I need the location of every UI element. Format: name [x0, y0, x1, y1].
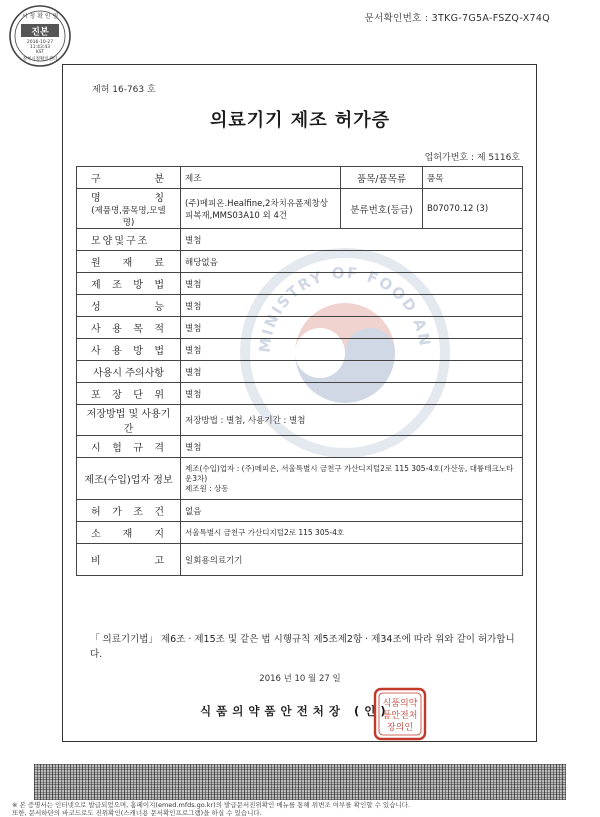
table-row: [77, 317, 523, 339]
row-value-location: 서울특별시 금천구 가산디지털2로 115 305-4호: [181, 522, 523, 544]
row-value-test: 별첨: [181, 436, 523, 458]
row-label-storage: 저장방법 및 사용기간: [77, 405, 181, 436]
row-value-remarks: 일회용의료기기: [181, 544, 523, 576]
row-label-caution: 사용시 주의사항: [77, 361, 181, 383]
manufacturer-line1: 제조(수입)업자 : (주)메피온, 서울특별시 금천구 가산디지털2로 115 305-4호(가산동, 대륭테크노타: [185, 463, 514, 473]
row-value-caution: 별첨: [181, 361, 523, 383]
table-row: [77, 167, 523, 189]
footer-notice: [12, 801, 592, 817]
table-row: [77, 361, 523, 383]
table-row: [77, 251, 523, 273]
permit-info-table: [76, 166, 523, 576]
verification-barcode: [34, 764, 566, 800]
row-value-category: 제조: [181, 167, 341, 189]
row-label-test: 시 험 규 격: [77, 436, 181, 458]
row-value-package: 별첨: [181, 383, 523, 405]
seal-top-line6: 정부시정확인센터: [22, 57, 58, 62]
official-red-seal-icon: [372, 686, 428, 742]
table-row: [77, 229, 523, 251]
table-row: [77, 544, 523, 576]
row-label-classification: 분류번호(등급): [341, 189, 423, 229]
seal-top-line2: 진본: [31, 27, 49, 38]
red-seal-line2: 품안전처: [382, 711, 418, 721]
permit-number: 제허 16-763 호: [92, 85, 156, 95]
table-row: [77, 458, 523, 500]
issue-date: 2016 년 10 월 27 일: [259, 674, 341, 684]
manufacturer-line3: 제조원 : 상동: [185, 483, 229, 493]
name-value-line1: (주)메피온.Healfine,2차치유폼제창상: [185, 198, 328, 209]
row-value-purpose: 별첨: [181, 317, 523, 339]
red-seal-line3: 장의인: [386, 723, 414, 733]
table-row: [77, 273, 523, 295]
row-value-performance: 별첨: [181, 295, 523, 317]
row-value-manufacturer: [181, 458, 523, 500]
document-check-number: 문서확인번호 : 3TKG-7G5A-FSZQ-X74Q: [364, 13, 550, 24]
table-row: [77, 405, 523, 436]
table-row: [77, 295, 523, 317]
watermark-text: MINISTRY OF FOOD AN: [255, 263, 435, 354]
row-label-category: 구 분: [77, 167, 181, 189]
row-value-method: 별첨: [181, 273, 523, 295]
row-label-package: 포 장 단 위: [77, 383, 181, 405]
table-row: [77, 383, 523, 405]
row-value-classification: B07070.12 (3): [423, 189, 523, 229]
row-value-usage: 별첨: [181, 339, 523, 361]
row-value-condition: 없음: [181, 500, 523, 522]
row-label-location: 소 재 지: [77, 522, 181, 544]
table-row: [77, 522, 523, 544]
seal-top-line5: KST: [36, 49, 44, 54]
row-value-storage: 저장방법 : 별첨, 사용기간 : 별첨: [181, 405, 523, 436]
row-label-item-type: 품목/품목류: [341, 167, 423, 189]
registration-number: 업허가번호 : 제 5116호: [424, 153, 520, 163]
seal-top-line3: 2016-10-27: [26, 40, 54, 45]
table-row: [77, 189, 523, 229]
document-title: 의료기기 제조 허가증: [209, 110, 391, 131]
row-label-remarks: 비 고: [77, 544, 181, 576]
seal-top-line1: 시 청 확 인 필: [21, 13, 59, 20]
name-label-sub: (제품명,품목명,모델명): [91, 206, 166, 228]
row-label-manufacturer: 제조(수입)업자 정보: [77, 458, 181, 500]
red-seal-line1: 식품의약: [382, 699, 418, 709]
row-value-material: 해당없음: [181, 251, 523, 273]
manufacturer-line2: 운3차): [185, 473, 208, 483]
name-value-line2: 피복재,MMS03A10 외 4건: [185, 210, 288, 221]
row-label-shape: 모양및구조: [77, 229, 181, 251]
permit-statement: 「 의료기기법」 제6조 · 제15조 및 같은 법 시행규칙 제5조제2항 · 제34조에 따라 위와 같이 허가합니다.: [90, 634, 515, 660]
row-label-material: 원 재 료: [77, 251, 181, 273]
authenticity-seal-icon: [8, 4, 72, 68]
row-label-purpose: 사 용 목 적: [77, 317, 181, 339]
table-row: [77, 500, 523, 522]
seal-top-line4: 11:43:43: [29, 45, 51, 50]
footer-line1: ※ 본 증명서는 인터넷으로 발급되었으며, 홈페이지(emed.mfds.go.kr)의 발급문서진위확인 메뉴를 통해 위변조 여부를 확인할 수 있습니다.: [12, 801, 411, 809]
row-value-shape: 별첨: [181, 229, 523, 251]
row-label-condition: 허 가 조 건: [77, 500, 181, 522]
row-label-method: 제 조 방 법: [77, 273, 181, 295]
row-value-item-type: 품목: [423, 167, 523, 189]
row-label-usage: 사 용 방 법: [77, 339, 181, 361]
table-row: [77, 436, 523, 458]
issuing-authority: 식품의약품안전처장 (인): [200, 704, 391, 718]
row-value-name: [181, 189, 341, 229]
table-row: [77, 339, 523, 361]
footer-line2: 또한, 문서하단의 바코드로도 진위확인(스캐너용 문서확인프로그램)을 하실 수 있습니다.: [12, 809, 262, 817]
row-label-name: [77, 189, 181, 229]
name-label-main: 명 칭: [91, 193, 166, 204]
row-label-performance: 성 능: [77, 295, 181, 317]
